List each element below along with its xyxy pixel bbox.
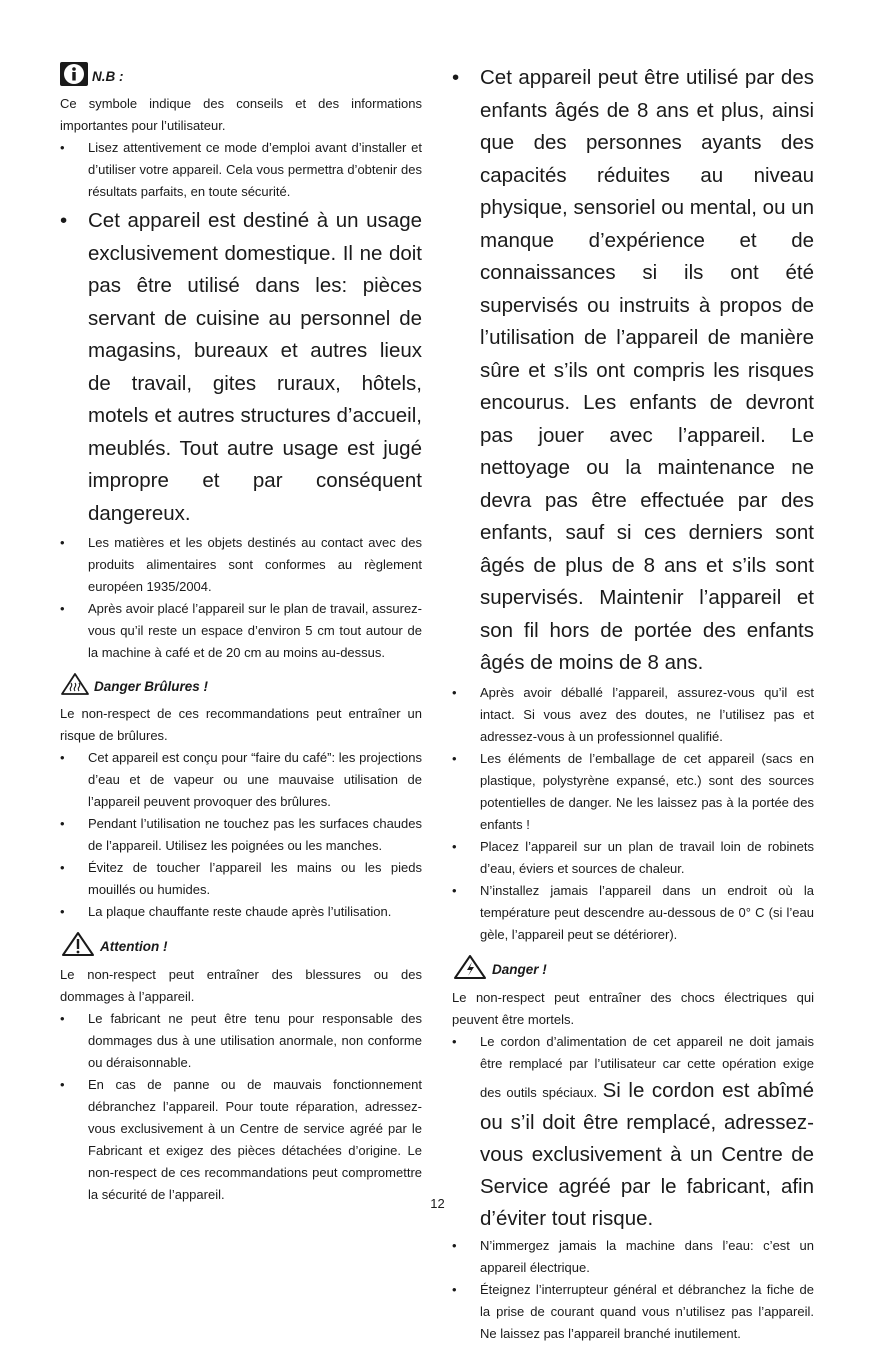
attention-heading [60, 931, 422, 962]
info-icon [60, 62, 88, 91]
hot-surface-warning-icon [60, 672, 90, 701]
list-item: • La plaque chauffante reste chaude après l’utilisation. [60, 901, 422, 923]
list-item: • N’immergez jamais la machine dans l’eau: c’est un appareil électrique. [452, 1235, 814, 1279]
nb-list [60, 137, 422, 664]
burn-intro: Le non-respect de ces recommandations peut entraîner un risque de brûlures. [60, 706, 422, 743]
page-number: 12 [430, 1196, 445, 1211]
list-item: • Pendant l’utilisation ne touchez pas les surfaces chaudes de l’appareil. Utilisez les poignées ou les manches. [60, 813, 422, 857]
list-item: • Évitez de toucher l’appareil les mains ou les pieds mouillés ou humides. [60, 857, 422, 901]
list-item: • Cet appareil est destiné à un usage exclusivement domestique. Il ne doit pas être utilisé dans les: pièces servant de cuisine au personnel de magasins, bureaux et autres lieux de travail, gites ruraux, hôtels, motels et autres structures d’accueil, meublés. Tout autre usage est jugé impropre et par conséquent dangereux. [60, 205, 422, 530]
list-item: • Cet appareil peut être utilisé par des enfants âgés de 8 ans et plus, ainsi que des personnes ayants des capacités réduites au niveau physique, sensoriel ou mental, ou un manque d’expérience et de connaissances si ils ont été supervisés ou instruits à propos de l’utilisation de l’appareil de manière sûre et s’ils ont compris les risques encourus. Les enfants de devront pas jouer avec l’appareil. Le nettoyage ou la maintenance ne devra pas être effectuée par des enfants, sauf si ces derniers sont âgés de plus de 8 ans et s’ils sont supervisés. Maintenir l’appareil et son fil hors de portée des enfants âgés de moins de 8 ans. [452, 62, 814, 680]
list-item: • Le fabricant ne peut être tenu pour responsable des dommages dus à une utilisation anormale, non conforme ou déraisonnable. [60, 1008, 422, 1074]
cord-large-text: Si le cordon est abîmé ou s’il doit être remplacé, adressez-vous exclusivement à un Centre de Service agréé par le fabricant, afin d’éviter tout risque. [480, 1078, 814, 1230]
nb-title: N.B : [92, 69, 124, 84]
nb-heading [60, 62, 422, 91]
danger-intro: Le non-respect peut entraîner des chocs électriques qui peuvent être mortels. [452, 989, 814, 1027]
list-item: • Après avoir placé l’appareil sur le plan de travail, assurez-vous qu’il reste un espace d’environ 5 cm tout autour de la machine à café et de 20 cm au moins au-dessus. [60, 598, 422, 664]
list-item: • Les matières et les objets destinés au contact avec des produits alimentaires sont conformes au règlement européen 1935/2004. [60, 532, 422, 598]
list-item: • Les éléments de l’emballage de cet appareil (sacs en plastique, polystyrène expansé, etc.) sont des sources potentielles de danger. Ne les laissez pas à la portée des enfants ! [452, 748, 814, 836]
attention-intro: Le non-respect peut entraîner des blessures ou des dommages à l’appareil. [60, 967, 422, 1004]
list-item: • Cet appareil est conçu pour “faire du café”: les projections d’eau et de vapeur ou une mauvaise utilisation de l’appareil peuvent provoquer des brûlures. [60, 747, 422, 813]
list-item: • Placez l’appareil sur un plan de travail loin de robinets d’eau, éviers et sources de chaleur. [452, 836, 814, 880]
danger-list [452, 1031, 814, 1345]
left-column [60, 62, 422, 1206]
danger-title: Danger ! [492, 961, 547, 977]
list-item: • Lisez attentivement ce mode d’emploi avant d’installer et d’utiliser votre appareil. Cela vous permettra d’obtenir des résultats parfaits, en toute sécurité. [60, 137, 422, 203]
burn-list [60, 747, 422, 923]
right-list [452, 62, 814, 946]
attention-list [60, 1008, 422, 1206]
right-column [452, 62, 814, 1345]
danger-heading [452, 954, 814, 985]
nb-intro: Ce symbole indique des conseils et des informations importantes pour l’utilisateur. [60, 96, 422, 133]
warning-triangle-icon [60, 931, 96, 962]
burn-title: Danger Brûlures ! [94, 679, 209, 694]
electric-shock-warning-icon [452, 954, 488, 985]
list-item: • Éteignez l’interrupteur général et débranchez la fiche de la prise de courant quand vous n’utilisez pas l’appareil. Ne laissez pas l’appareil branché inutilement. [452, 1279, 814, 1345]
burn-heading [60, 672, 422, 701]
cord-small-text: Le cordon d’alimentation de cet appareil ne doit jamais être remplacé par l’utilisateur car cette opération exige des outils spéciaux. [480, 1033, 814, 1100]
attention-title: Attention ! [100, 939, 168, 954]
list-item: • Après avoir déballé l’appareil, assurez-vous qu’il est intact. Si vous avez des doutes, ne l’utilisez pas et adressez-vous à un professionnel qualifié. [452, 682, 814, 748]
list-item: • N’installez jamais l’appareil dans un endroit où la température peut descendre au-dessous de 0° C (si l’eau gèle, l’appareil peut se détériorer). [452, 880, 814, 946]
list-item: • En cas de panne ou de mauvais fonctionnement débranchez l’appareil. Pour toute réparation, adressez-vous exclusivement à un Centre de service agréé par le Fabricant et exigez des pièces détachées d’origine. Le non-respect de ces recommandations peut compromettre la sécurité de l’appareil. [60, 1074, 422, 1206]
